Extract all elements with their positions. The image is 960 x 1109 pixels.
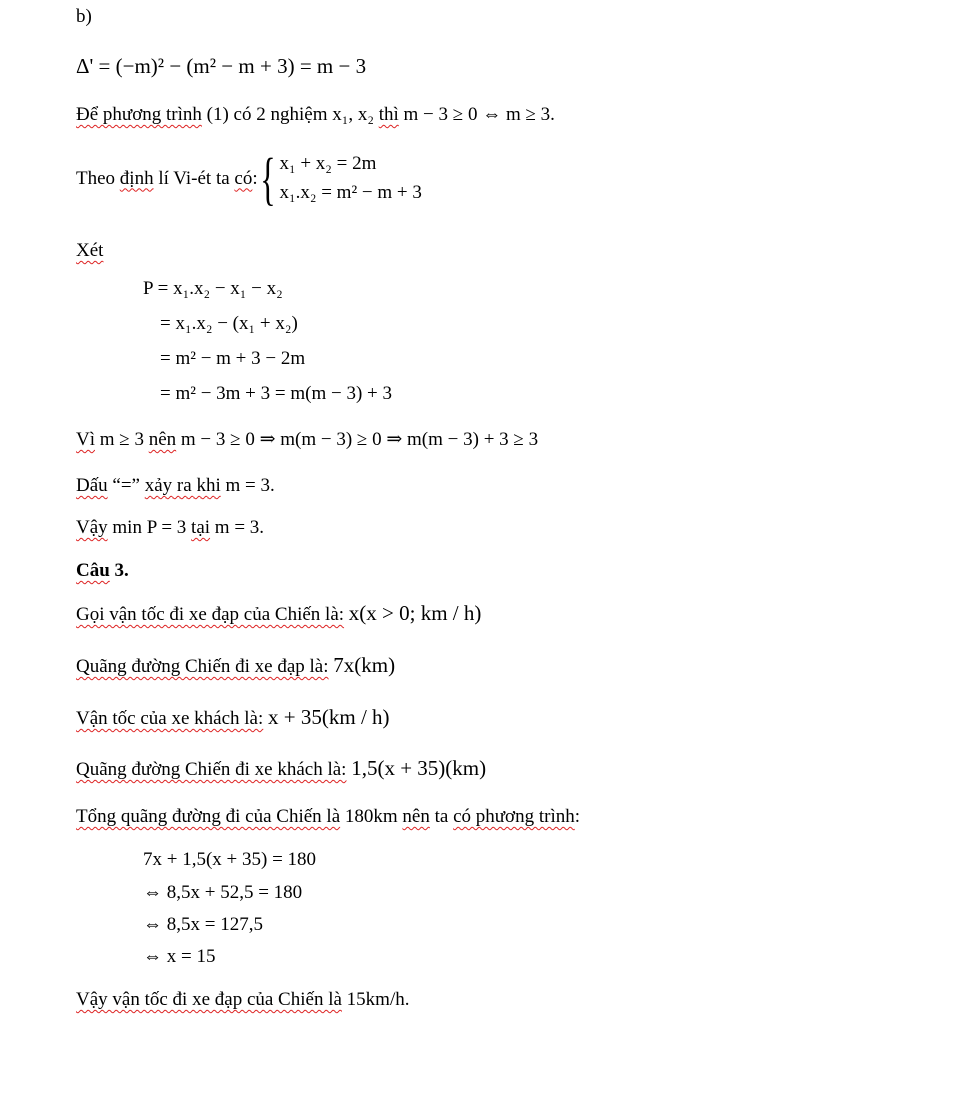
condition-then: thì [378,104,399,125]
part-b-label: b) [76,6,92,27]
system-brace: { [259,146,276,211]
total-distance-line: Tổng quãng đường đi của Chiến là 180km nên ta có phương trình: [76,806,581,827]
distance-bus-line: Quãng đường Chiến đi xe khách là: 1,5(x + 35)(km) [76,756,487,780]
condition-text-1: Để phương trình [76,104,202,125]
vieta-eq-sum: x₁ + x₂ = 2m [279,153,377,175]
delta-formula: Δ' = (−m)² − (m² − m + 3) = m − 3 [76,54,367,78]
condition-line [76,104,555,127]
dau-line: Dấu “=” xảy ra khi m = 3. [76,475,275,496]
distance-bike-line: Quãng đường Chiến đi xe đạp là: 7x(km) [76,653,396,677]
vay-min-line: Vậy min P = 3 tại m = 3. [76,517,265,538]
equation-1: 7x + 1,5(x + 35) = 180 [143,849,317,870]
vi-line: Vì m ≥ 3 nên m − 3 ≥ 0 ⇒ m(m − 3) ≥ 0 ⇒ m(m − 3) + 3 ≥ 3 [76,429,539,450]
equation-3: ⇔ 8,5x = 127,5 [143,914,263,935]
p-line-1: P = x₁.x₂ − x₁ − x₂ [143,278,283,299]
equation-2: ⇔ 8,5x + 52,5 = 180 [143,882,303,903]
condition-expr: m − 3 ≥ 0 ⇔ m ≥ 3. [403,104,555,125]
vieta-label: Theo định lí Vi-ét ta có: [76,167,258,189]
p-line-2: = x₁.x₂ − (x₁ + x₂) [160,313,298,334]
conclusion-line: Vậy vận tốc đi xe đạp của Chiến là 15km/h. [76,989,410,1010]
equation-4: ⇔ x = 15 [143,946,216,967]
vieta-eq-product: x₁.x₂ = m² − m + 3 [279,182,422,203]
p-line-4: = m² − 3m + 3 = m(m − 3) + 3 [160,383,393,404]
condition-text-2: (1) có 2 nghiệm [201,104,333,125]
p-line-3: = m² − m + 3 − 2m [160,348,306,369]
vieta-line [76,146,422,211]
velocity-line: Gọi vận tốc đi xe đạp của Chiến là: x(x > 0; km / h) [76,601,482,625]
bus-speed-line: Vận tốc của xe khách là: x + 35(km / h) [76,705,390,729]
condition-roots: x₁, x₂ [332,104,374,125]
xet-label: Xét [76,240,104,261]
cau-3-heading: Câu 3. [76,560,129,581]
